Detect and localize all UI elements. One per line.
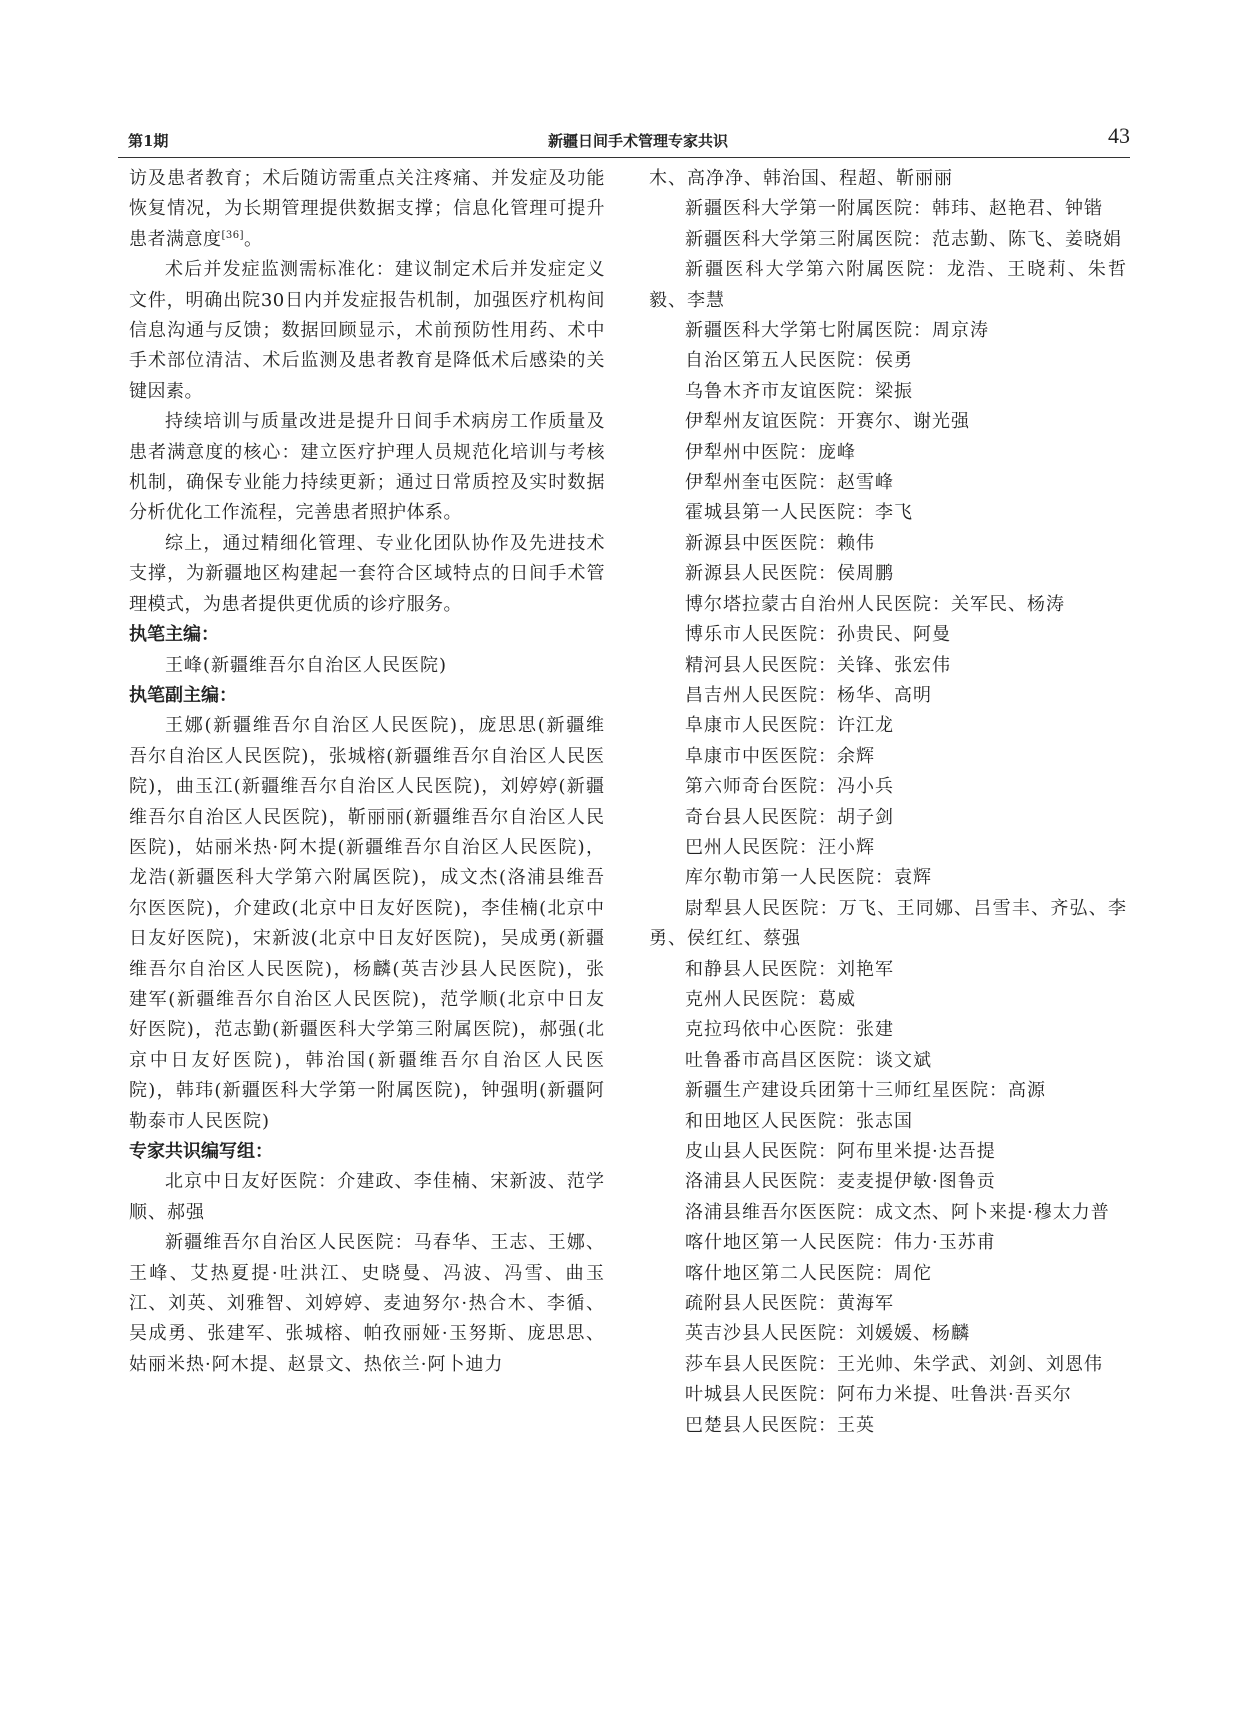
- left-column: [129, 164, 605, 1380]
- group-entry: 疏附县人民医院：黄海军: [685, 1293, 894, 1315]
- paragraph-training: 持续培训与质量改进是提升日间手术病房工作质量及患者满意度的核心：建立医疗护理人员规范化培训与考核机制，确保专业能力持续更新；通过日常质控及实时数据分析优化工作流程，完善患者照护体系。: [129, 411, 605, 524]
- chief-editor-heading: 执笔主编：: [129, 624, 219, 646]
- group-entry: 伊犁州奎屯医院：赵雪峰: [685, 472, 894, 494]
- group-entry: 博乐市人民医院：孙贵民、阿曼: [685, 624, 951, 646]
- deputy-editors: 王娜(新疆维吾尔自治区人民医院)，庞思思(新疆维吾尔自治区人民医院)，张城榕(新疆维吾尔自治区人民医院)，曲玉江(新疆维吾尔自治区人民医院)，刘婷婷(新疆维吾尔自治区人民医院)，靳丽丽(新疆维吾尔自治区人民医院)，姑丽米热·阿木提(新疆维吾尔自治区人民医院)，龙浩(新疆医科大学第六附属医院)，成文杰(洛浦县维吾尔医医院)，介建政(北京中日友好医院)，李佳楠(北京中日友好医院)，宋新波(北京中日友好医院)，吴成勇(新疆维吾尔自治区人民医院)，杨麟(英吉沙县人民医院)，张建军(新疆维吾尔自治区人民医院)，范学顺(北京中日友好医院)，范志勤(新疆医科大学第三附属医院)，郝强(北京中日友好医院)，韩治国(新疆维吾尔自治区人民医院)，韩玮(新疆医科大学第一附属医院)，钟强明(新疆阿勒泰市人民医院): [129, 715, 605, 1132]
- issue-label: 第1期: [128, 132, 169, 150]
- group-entry: 昌吉州人民医院：杨华、高明: [685, 684, 932, 706]
- paragraph-complications: 术后并发症监测需标准化：建议制定术后并发症定义文件，明确出院30日内并发症报告机制，加强医疗机构间信息沟通与反馈；数据回顾显示，术前预防性用药、术中手术部位清洁、术后监测及患者教育是降低术后感染的关键因素。: [129, 259, 605, 402]
- group-entry: 叶城县人民医院：阿布力米提、吐鲁洪·吾买尔: [685, 1384, 1072, 1406]
- group-entry: 尉犁县人民医院：万飞、王同娜、吕雪丰、齐弘、李勇、侯红红、蔡强: [649, 897, 1127, 950]
- group-entry: 阜康市中医医院：余辉: [685, 745, 875, 767]
- group-entry: 精河县人民医院：关锋、张宏伟: [685, 654, 951, 676]
- page-number: 43: [1108, 123, 1130, 148]
- running-header: [118, 122, 1130, 156]
- writing-group-heading: 专家共识编写组：: [129, 1141, 273, 1162]
- group-entry: 乌鲁木齐市友谊医院：梁振: [685, 380, 913, 402]
- group-entry: 新疆医科大学第三附属医院：范志勤、陈飞、姜晓娟: [685, 228, 1122, 250]
- group-entry: 新源县中医医院：赖伟: [685, 532, 875, 554]
- group-entry: 库尔勒市第一人民医院：袁辉: [685, 867, 932, 889]
- group-entry: 第六师奇台医院：冯小兵: [685, 776, 894, 798]
- group-entry: 新疆生产建设兵团第十三师红星医院：高源: [685, 1080, 1046, 1102]
- group-entry: 和田地区人民医院：张志国: [685, 1110, 913, 1132]
- group-entry: 克拉玛依中心医院：张建: [685, 1019, 894, 1041]
- group-entry: 博尔塔拉蒙古自治州人民医院：关军民、杨涛: [685, 593, 1065, 615]
- group-entry: 新疆医科大学第一附属医院：韩玮、赵艳君、钟锴: [685, 198, 1103, 220]
- group-entry: 克州人民医院：葛威: [685, 988, 856, 1010]
- group-entry: 和静县人民医院：刘艳军: [685, 958, 894, 980]
- group-entry-xj-people: 新疆维吾尔自治区人民医院：马春华、王志、王娜、王峰、艾热夏提·吐洪江、史晓曼、冯波、冯雪、曲玉江、刘英、刘雅智、刘婷婷、麦迪努尔·热合木、李循、吴成勇、张建军、张城榕、帕孜丽娅·玉努斯、庞思思、姑丽米热·阿木提、赵景文、热依兰·阿卜迪力: [129, 1232, 605, 1375]
- group-entry: 英吉沙县人民医院：刘媛媛、杨麟: [685, 1323, 970, 1345]
- group-entry: 喀什地区第一人民医院：伟力·玉苏甫: [685, 1232, 996, 1254]
- header-rule: [118, 157, 1130, 158]
- deputy-editor-heading: 执笔副主编：: [129, 684, 237, 706]
- group-entry: 新源县人民医院：侯周鹏: [685, 563, 894, 585]
- group-entry-continuation: 木、高净净、韩治国、程超、靳丽丽: [649, 168, 953, 189]
- group-entry: 伊犁州友谊医院：开赛尔、谢光强: [685, 411, 970, 433]
- running-title: 新疆日间手术管理专家共识: [548, 132, 729, 150]
- group-entry-beijing: 北京中日友好医院：介建政、李佳楠、宋新波、范学顺、郝强: [129, 1171, 605, 1223]
- group-entry: 阜康市人民医院：许江龙: [685, 715, 894, 737]
- citation-ref: [36]: [221, 229, 245, 241]
- paragraph-continuation: 访及患者教育；术后随访需重点关注疼痛、并发症及功能恢复情况，为长期管理提供数据支撑；信息化管理可提升患者满意度[36]。: [129, 168, 605, 250]
- group-entry: 自治区第五人民医院：侯勇: [685, 350, 913, 372]
- group-entry: 伊犁州中医院：庞峰: [685, 441, 856, 463]
- group-entry: 新疆医科大学第六附属医院：龙浩、王晓莉、朱哲毅、李慧: [649, 259, 1127, 311]
- group-entry: 皮山县人民医院：阿布里米提·达吾提: [685, 1141, 996, 1162]
- group-entry: 新疆医科大学第七附属医院：周京涛: [685, 320, 989, 342]
- right-column: [649, 164, 1127, 1441]
- group-entry: 喀什地区第二人民医院：周佗: [685, 1262, 932, 1284]
- paragraph-summary: 综上，通过精细化管理、专业化团队协作及先进技术支撑，为新疆地区构建起一套符合区域特点的日间手术管理模式，为患者提供更优质的诊疗服务。: [129, 532, 605, 615]
- chief-editor: 王峰(新疆维吾尔自治区人民医院): [165, 654, 448, 676]
- group-entry: 洛浦县人民医院：麦麦提伊敏·图鲁贡: [685, 1171, 996, 1193]
- group-entry: 巴楚县人民医院：王英: [685, 1414, 875, 1436]
- group-entry: 莎车县人民医院：王光帅、朱学武、刘剑、刘恩伟: [685, 1353, 1103, 1375]
- group-entry: 吐鲁番市高昌区医院：谈文斌: [685, 1049, 932, 1071]
- group-entry: 巴州人民医院：汪小辉: [685, 836, 875, 858]
- group-entry: 洛浦县维吾尔医医院：成文杰、阿卜来提·穆太力普: [685, 1201, 1110, 1223]
- group-entry: 奇台县人民医院：胡子剑: [685, 806, 894, 828]
- group-entry: 霍城县第一人民医院：李飞: [685, 502, 913, 524]
